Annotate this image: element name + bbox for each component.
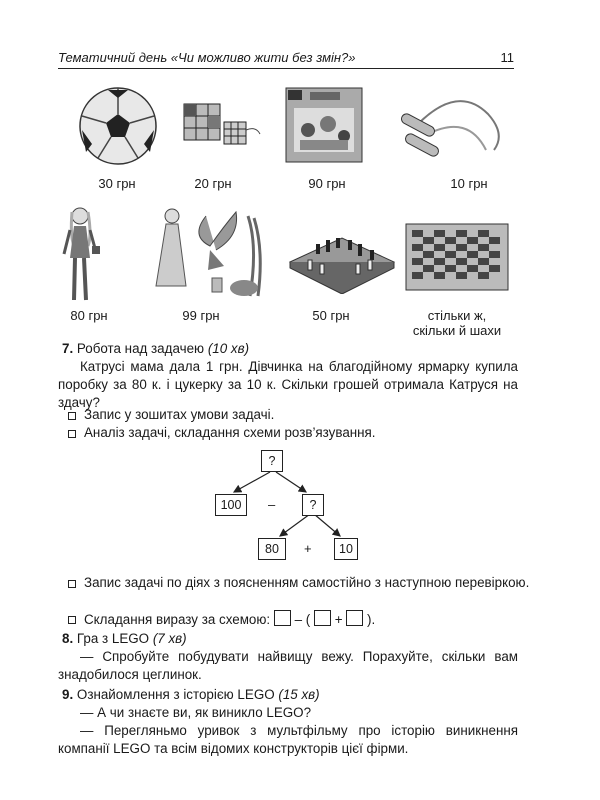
section-9-heading (62, 686, 520, 704)
fairy-doll-set-icon (150, 206, 270, 302)
price-ball: 30 грн (98, 176, 136, 191)
section-9-title: Ознайомлення з історією LEGO (76, 687, 275, 702)
expression-box-2 (314, 610, 331, 626)
section-7-task: Катрусі мама дала 1 грн. Дівчинка на благодійному ярмарку купила поробку за 80 к. і цукерку за 10 к. Скільки грошей отримала Катруся на здачу? (58, 359, 518, 410)
expression-plus: + (334, 612, 343, 627)
expression-prefix: Складання виразу за схемою: (84, 612, 271, 627)
jump-rope-icon (398, 94, 508, 166)
checkers-board-icon (404, 222, 510, 292)
section-7-heading (62, 340, 520, 358)
section-7-number: 7. (62, 341, 74, 356)
barbie-doll-icon (62, 206, 102, 304)
expression-box-3 (346, 610, 363, 626)
price-checkers-line1: стільки ж, (427, 308, 487, 323)
price-rope: 10 грн (450, 176, 488, 191)
scheme-bottom-right-box: 10 (334, 538, 358, 560)
price-checkers-line2: скільки й шахи (412, 323, 502, 338)
soccer-ball-icon (78, 86, 158, 166)
section-8-text: — Спробуйте побудувати найвищу вежу. Порахуйте, скільки вам знадобилося цеглинок. (58, 649, 518, 682)
expression-box-1 (274, 610, 291, 626)
price-fairy: 99 грн (182, 308, 220, 323)
section-9-line2: — Перегляньмо уривок з мультфільму про історію виникнення компанії LEGO та всім відомих конструкторів цієї фірми. (58, 723, 518, 756)
section-9-time: (15 хв) (278, 687, 320, 702)
scheme-left-box: 100 (215, 494, 247, 516)
section-8-time: (7 хв) (152, 631, 187, 646)
section-8-title: Гра з LEGO (76, 631, 150, 646)
header-title: Тематичний день «Чи можливо жити без змін?» (58, 50, 356, 65)
price-lego: 90 грн (308, 176, 346, 191)
price-cubes: 20 грн (194, 176, 232, 191)
section-8-heading (62, 630, 520, 648)
section-7-title: Робота над задачею (76, 341, 205, 356)
page-header (58, 48, 514, 69)
scheme-top-box: ? (261, 450, 283, 472)
scheme-bottom-left-box: 80 (258, 538, 286, 560)
section-9-number: 9. (62, 687, 74, 702)
price-barbie: 80 грн (70, 308, 108, 323)
bullet-expression (68, 610, 536, 629)
section-7-time: (10 хв) (207, 341, 250, 356)
bullet-record: Запис задачі по діях з поясненням самостійно з наступною перевіркою. (68, 574, 536, 592)
expression-close: ). (367, 612, 376, 627)
rubiks-cubes-icon (182, 100, 262, 150)
scheme-right-box: ? (302, 494, 324, 516)
scheme-minus: – (268, 497, 276, 512)
section-9-line1: — А чи знаєте ви, як виникло LEGO? (80, 705, 312, 720)
price-chess: 50 грн (312, 308, 350, 323)
expression-open: ( (305, 612, 311, 627)
expression-minus: – (294, 612, 303, 627)
chess-board-icon (286, 214, 398, 294)
scheme-plus: + (304, 541, 312, 556)
section-8-number: 8. (62, 631, 74, 646)
bullet-condition: Запис у зошитах умови задачі. (68, 406, 536, 424)
page-number: 11 (500, 50, 514, 65)
bullet-analysis: Аналіз задачі, складання схеми розв’язування. (68, 424, 536, 442)
lego-box-icon (284, 84, 366, 166)
